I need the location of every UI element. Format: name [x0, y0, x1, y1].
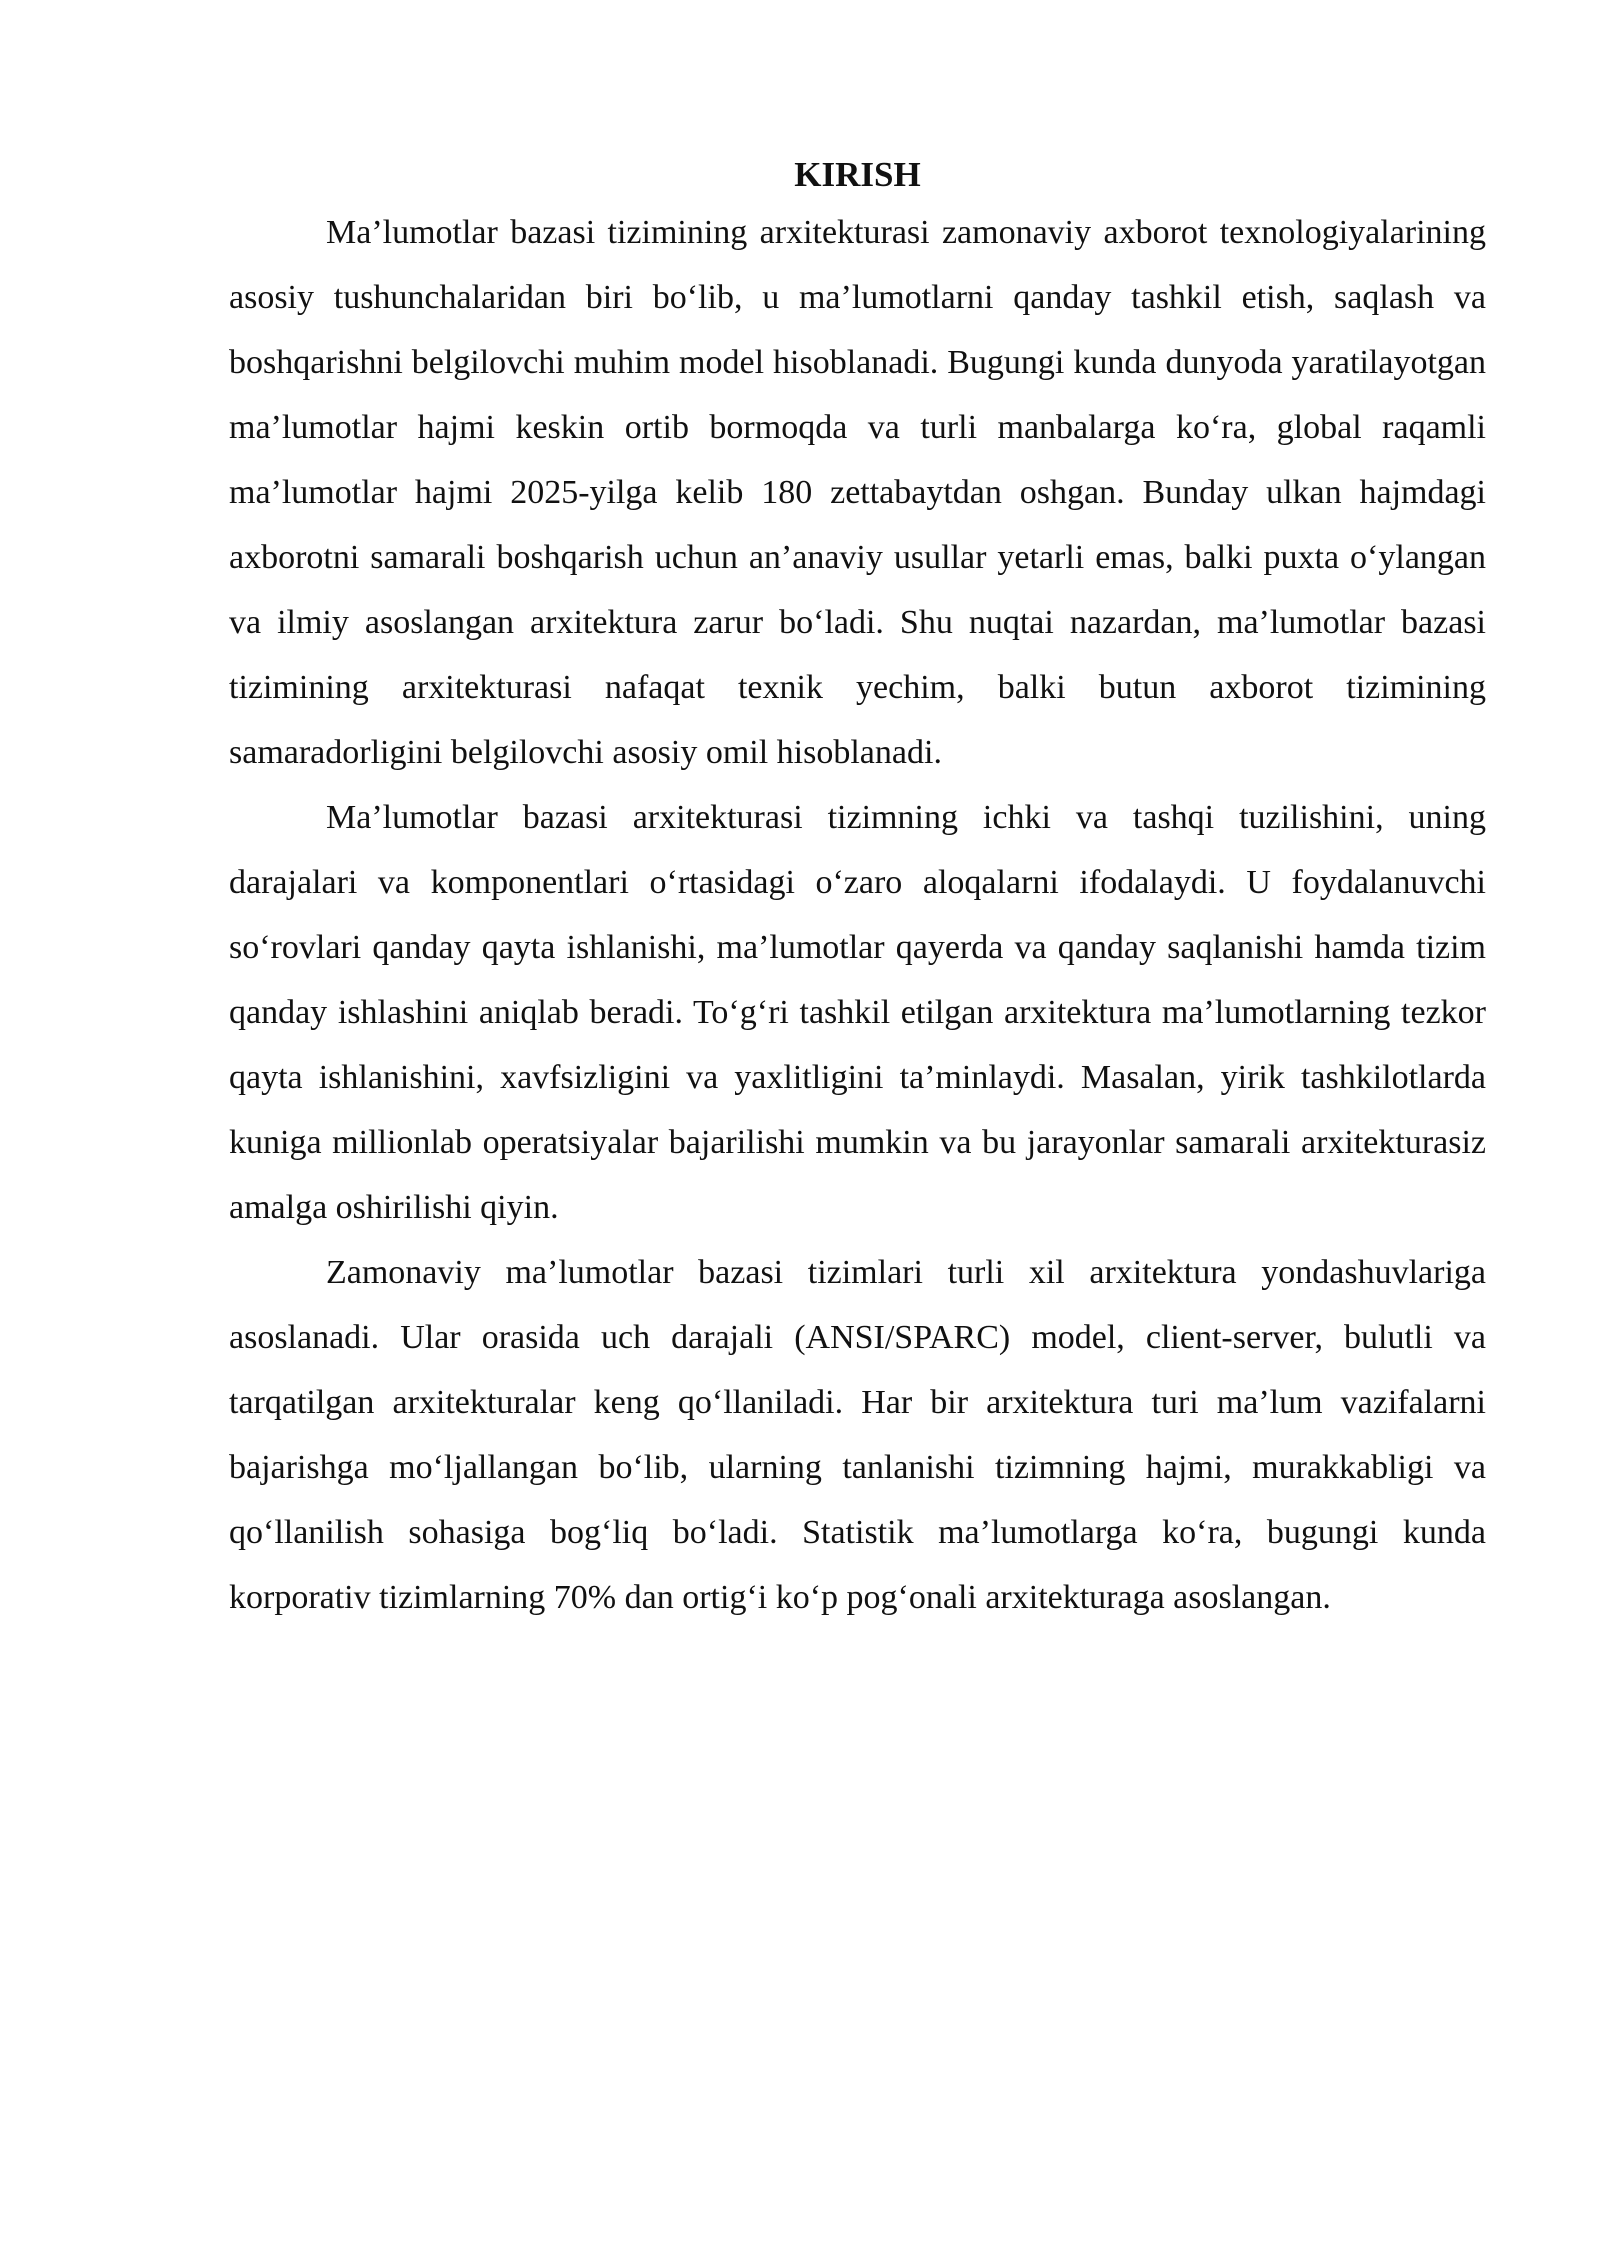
document-body: [229, 150, 1486, 1630]
paragraph-2: Ma’lumotlar bazasi arxitekturasi tizimning ichki va tashqi tuzilishini, uning darajalari va komponentlari o‘rtasidagi o‘zaro aloqalarni ifodalaydi. U foydalanuvchi so‘rovlari qanday qayta ishlanishi, ma’lumotlar qayerda va qanday saqlanishi hamda tizim qanday ishlashini aniqlab beradi. To‘g‘ri tashkil etilgan arxitektura ma’lumotlarning tezkor qayta ishlanishini, xavfsizligini va yaxlitligini ta’minlaydi. Masalan, yirik tashkilotlarda kuniga millionlab operatsiyalar bajarilishi mumkin va bu jarayonlar samarali arxitekturasiz amalga oshirilishi qiyin.: [229, 799, 1486, 1226]
paragraph-3: Zamonaviy ma’lumotlar bazasi tizimlari turli xil arxitektura yondashuvlariga asoslanadi. Ular orasida uch darajali (ANSI/SPARC) model, client-server, bulutli va tarqatilgan arxitekturalar keng qo‘llaniladi. Har bir arxitektura turi ma’lum vazifalarni bajarishga mo‘ljallangan bo‘lib, ularning tanlanishi tizimning hajmi, murakkabligi va qo‘llanilish sohasiga bog‘liq bo‘ladi. Statistik ma’lumotlarga ko‘ra, bugungi kunda korporativ tizimlarning 70% dan ortig‘i ko‘p pog‘onali arxitekturaga asoslangan.: [229, 1254, 1486, 1616]
section-title: KIRISH: [794, 155, 921, 194]
paragraph-1: Ma’lumotlar bazasi tizimining arxitekturasi zamonaviy axborot texnologiyalarining asosiy tushunchalaridan biri bo‘lib, u ma’lumotlarni qanday tashkil etish, saqlash va boshqarishni belgilovchi muhim model hisoblanadi. Bugungi kunda dunyoda yaratilayotgan ma’lumotlar hajmi keskin ortib bormoqda va turli manbalarga ko‘ra, global raqamli ma’lumotlar hajmi 2025-yilga kelib 180 zettabaytdan oshgan. Bunday ulkan hajmdagi axborotni samarali boshqarish uchun an’anaviy usullar yetarli emas, balki puxta o‘ylangan va ilmiy asoslangan arxitektura zarur bo‘ladi. Shu nuqtai nazardan, ma’lumotlar bazasi tizimining arxitekturasi nafaqat texnik yechim, balki butun axborot tizimining samaradorligini belgilovchi asosiy omil hisoblanadi.: [229, 214, 1486, 771]
